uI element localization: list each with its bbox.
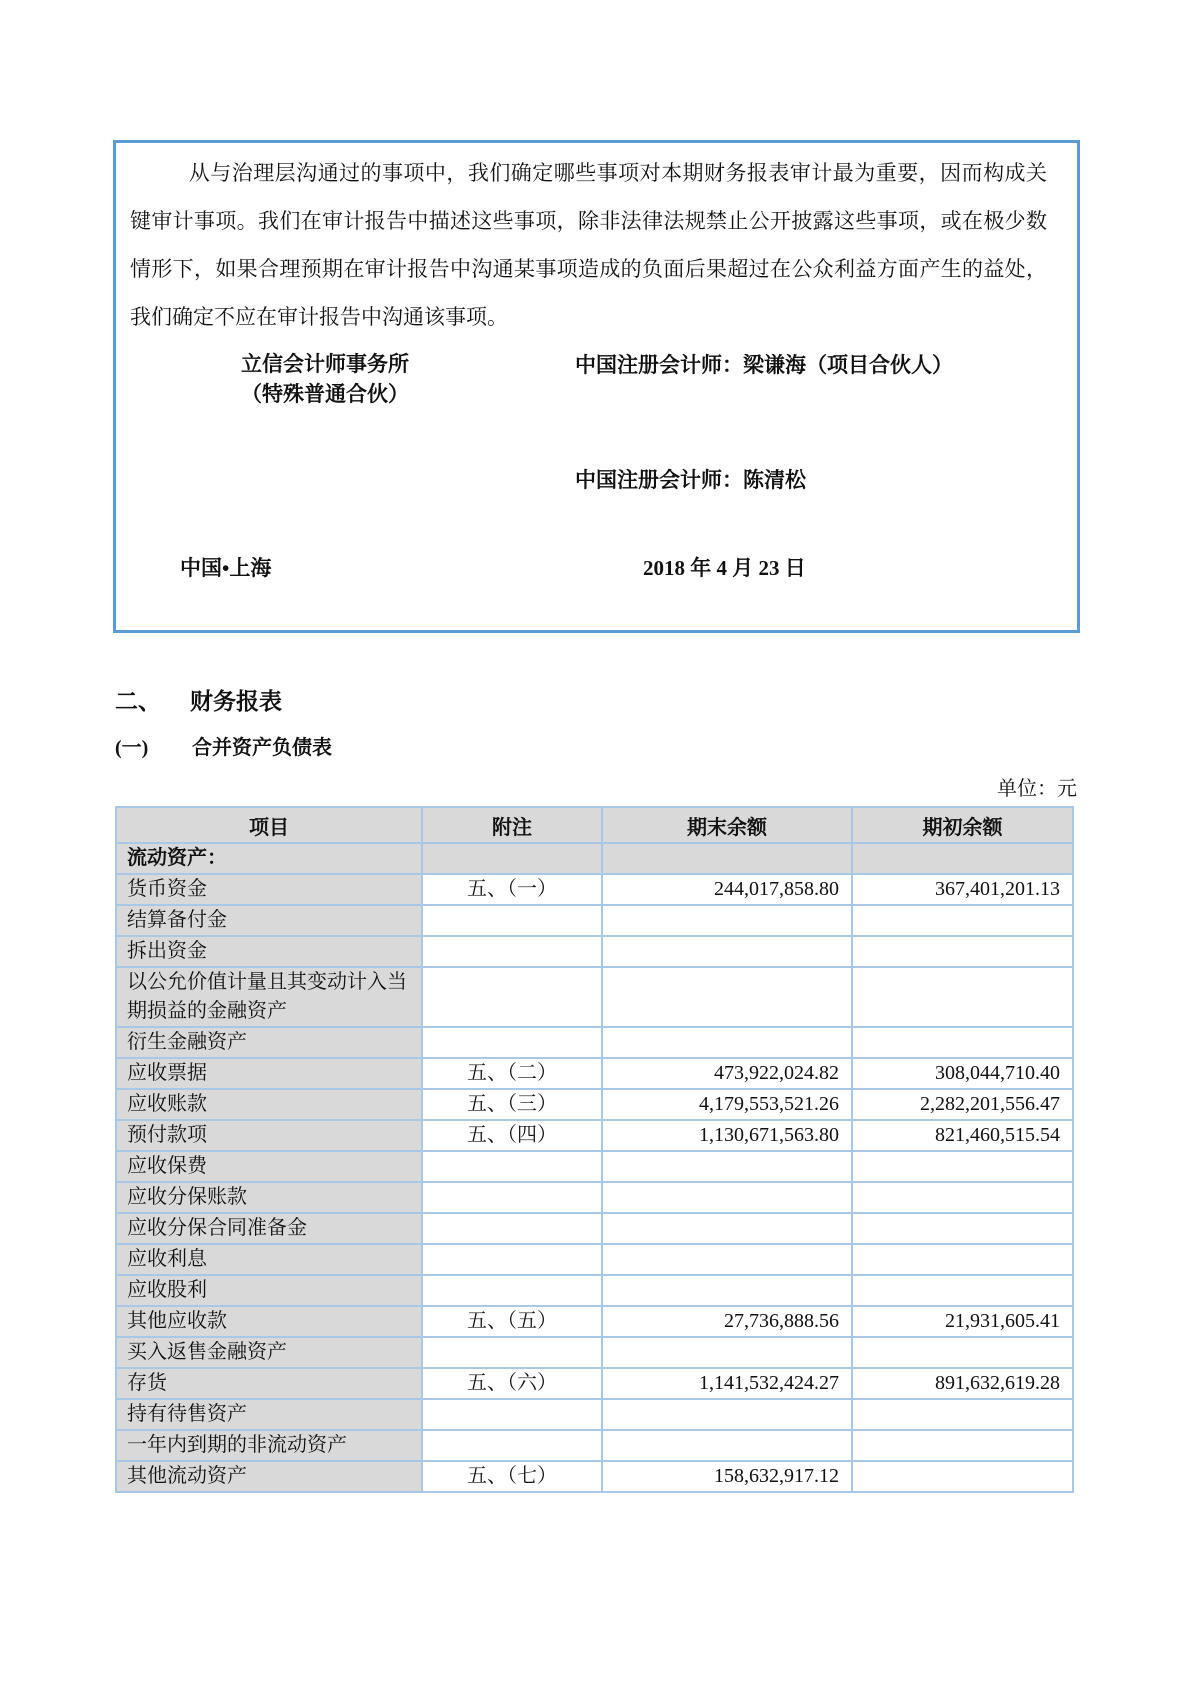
beginning-balance-cell [852,967,1073,1027]
beginning-balance-cell: 308,044,710.40 [852,1058,1073,1089]
note-cell: 五、（五） [422,1306,602,1337]
table-row [116,1275,1073,1306]
beginning-balance-cell: 2,282,201,556.47 [852,1089,1073,1120]
note-cell: 五、（一） [422,874,602,905]
item-cell: 应收保费 [116,1151,422,1182]
audit-paragraph: 从与治理层沟通过的事项中，我们确定哪些事项对本期财务报表审计最为重要，因而构成关键审计事项。我们在审计报告中描述这些事项，除非法律法规禁止公开披露这些事项，或在极少数情形下，如果合理预期在审计报告中沟通某事项造成的负面后果超过在公众利益方面产生的益处，我们确定不应在审计报告中沟通该事项。 [130,161,1047,329]
table-row [116,1306,1073,1337]
table-row [116,1399,1073,1430]
beginning-balance-cell [852,1213,1073,1244]
item-cell: 应收股利 [116,1275,422,1306]
note-cell: 五、（三） [422,1089,602,1120]
beginning-balance-cell [852,1275,1073,1306]
beginning-balance-cell [852,1182,1073,1213]
item-cell: 持有待售资产 [116,1399,422,1430]
table-row [116,1089,1073,1120]
table-row [116,1244,1073,1275]
ending-balance-cell [602,905,852,936]
table-row [116,843,1073,874]
section-heading [115,683,282,716]
beginning-balance-cell [852,1244,1073,1275]
note-cell [422,967,602,1027]
note-cell [422,936,602,967]
table-row [116,1058,1073,1089]
table-row [116,967,1073,1027]
ending-balance-cell [602,1151,852,1182]
note-cell [422,1399,602,1430]
ending-balance-cell: 244,017,858.80 [602,874,852,905]
signature-area [130,349,1047,619]
beginning-balance-cell [852,905,1073,936]
cpa-partner-line: 中国注册会计师：梁谦海（项目合伙人） [575,353,953,377]
item-cell: 一年内到期的非流动资产 [116,1430,422,1461]
beginning-balance-cell: 821,460,515.54 [852,1120,1073,1151]
section-number: 二、 [115,689,161,714]
beginning-balance-cell [852,936,1073,967]
note-cell [422,1213,602,1244]
note-cell [422,843,602,874]
table-row [116,874,1073,905]
item-cell: 拆出资金 [116,936,422,967]
ending-balance-cell: 4,179,553,521.26 [602,1089,852,1120]
beginning-balance-cell: 21,931,605.41 [852,1306,1073,1337]
note-cell [422,1151,602,1182]
table-row [116,1182,1073,1213]
ending-balance-cell [602,1027,852,1058]
table-body [116,843,1073,1492]
ending-balance-cell [602,1213,852,1244]
ending-balance-cell: 1,141,532,424.27 [602,1368,852,1399]
unit-label: 单位：元 [997,778,1077,800]
balance-sheet-table [115,806,1074,1493]
item-cell: 应收利息 [116,1244,422,1275]
sub-section-number: (一) [115,737,149,759]
beginning-balance-cell [852,1430,1073,1461]
item-cell: 存货 [116,1368,422,1399]
ending-balance-cell: 158,632,917.12 [602,1461,852,1492]
sub-heading [115,731,332,760]
item-cell: 应收票据 [116,1058,422,1089]
item-cell: 买入返售金融资产 [116,1337,422,1368]
signature-date: 2018 年 4 月 23 日 [643,556,806,580]
ending-balance-cell [602,936,852,967]
header-ending-balance: 期末余额 [602,807,852,843]
ending-balance-cell [602,1399,852,1430]
item-cell: 货币资金 [116,874,422,905]
ending-balance-cell: 473,922,024.82 [602,1058,852,1089]
cpa-second-line: 中国注册会计师：陈清松 [575,468,806,492]
table-row [116,1151,1073,1182]
note-cell [422,1275,602,1306]
header-note: 附注 [422,807,602,843]
note-cell [422,1244,602,1275]
header-beginning-balance: 期初余额 [852,807,1073,843]
note-cell: 五、（四） [422,1120,602,1151]
ending-balance-cell [602,1275,852,1306]
table-row [116,1368,1073,1399]
table-row [116,1120,1073,1151]
note-cell: 五、（七） [422,1461,602,1492]
item-cell: 预付款项 [116,1120,422,1151]
beginning-balance-cell [852,1337,1073,1368]
ending-balance-cell [602,843,852,874]
note-cell: 五、（六） [422,1368,602,1399]
header-item: 项目 [116,807,422,843]
beginning-balance-cell: 367,401,201.13 [852,874,1073,905]
table-row [116,1461,1073,1492]
audit-firm-block [215,349,435,409]
beginning-balance-cell [852,1027,1073,1058]
item-cell: 流动资产： [116,843,422,874]
ending-balance-cell: 1,130,671,563.80 [602,1120,852,1151]
ending-balance-cell: 27,736,888.56 [602,1306,852,1337]
note-cell [422,1337,602,1368]
ending-balance-cell [602,1182,852,1213]
ending-balance-cell [602,1337,852,1368]
table-row [116,1213,1073,1244]
item-cell: 结算备付金 [116,905,422,936]
item-cell: 应收账款 [116,1089,422,1120]
note-cell: 五、（二） [422,1058,602,1089]
beginning-balance-cell [852,843,1073,874]
item-cell: 以公允价值计量且其变动计入当期损益的金融资产 [116,967,422,1027]
section-title: 财务报表 [190,689,282,714]
item-cell: 其他应收款 [116,1306,422,1337]
table-header-row [116,807,1073,843]
sub-section-title: 合并资产负债表 [192,737,332,759]
item-cell: 应收分保合同准备金 [116,1213,422,1244]
beginning-balance-cell [852,1151,1073,1182]
audit-firm-name: 立信会计师事务所 [241,352,409,376]
ending-balance-cell [602,1244,852,1275]
table-row [116,905,1073,936]
ending-balance-cell [602,1430,852,1461]
audit-opinion-box [113,140,1080,633]
table-row [116,936,1073,967]
item-cell: 应收分保账款 [116,1182,422,1213]
note-cell [422,905,602,936]
note-cell [422,1027,602,1058]
table-row [116,1027,1073,1058]
note-cell [422,1182,602,1213]
table-row [116,1337,1073,1368]
ending-balance-cell [602,967,852,1027]
beginning-balance-cell [852,1461,1073,1492]
item-cell: 其他流动资产 [116,1461,422,1492]
note-cell [422,1430,602,1461]
beginning-balance-cell: 891,632,619.28 [852,1368,1073,1399]
table-row [116,1430,1073,1461]
item-cell: 衍生金融资产 [116,1027,422,1058]
signature-location: 中国•上海 [180,556,272,580]
audit-firm-type: （特殊普通合伙） [241,382,409,406]
beginning-balance-cell [852,1399,1073,1430]
